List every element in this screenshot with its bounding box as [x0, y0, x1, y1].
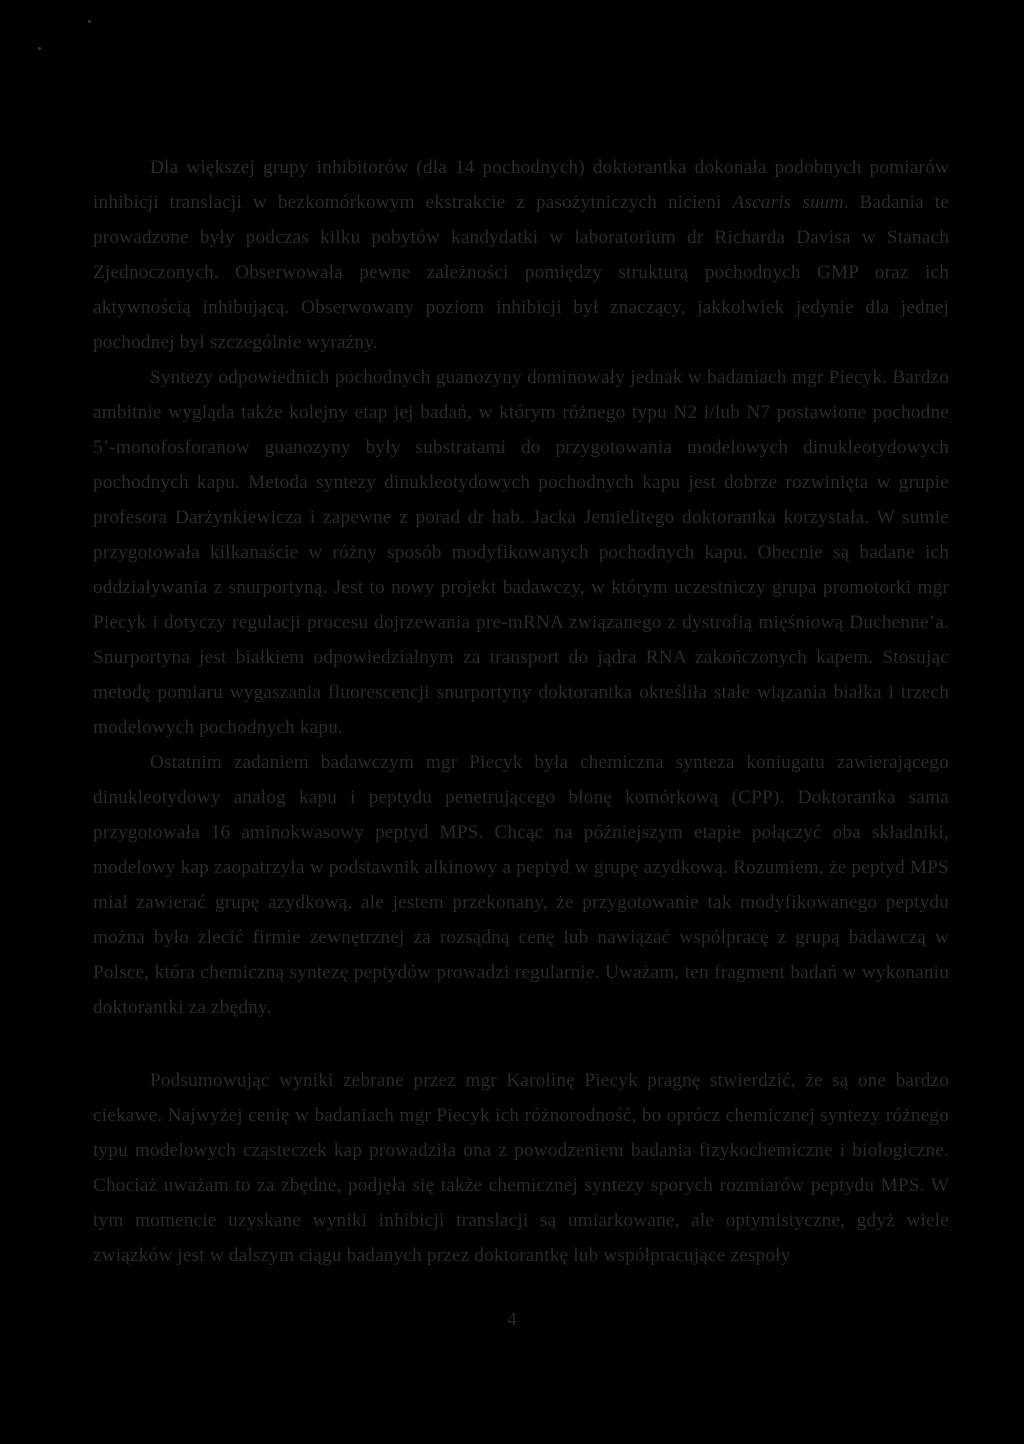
text-run: Syntezy odpowiednich pochodnych guanozyny dominowały jednak w badaniach mgr Piecyk. Bardzo ambitnie wygląda także kolejny etap jej badań, w którym różnego typu N2 i/lub N7 postawione pochodne 5’-monofosforanow guanozyny były substratami do przygotowania modelowych dinukleotydowych pochodnych kapu. Metoda syntezy dinukleotydowych pochodnych kapu jest dobrze rozwinięta w grupie profesora Darżynkiewicza i zapewne z porad dr hab. Jacka Jemielitego doktorantka korzystała. W sumie przygotowała kilkanaście w różny sposób modyfikowanych pochodnych kapu. Obecnie są badane ich oddziaływania z snurportyną. Jest to nowy projekt badawczy, w którym uczestniczy grupa promotorki mgr Piecyk i dotyczy regulacji procesu dojrzewania pre-mRNA związanego z dystrofią mięśniową Duchenne’a. Snurportyna jest białkiem odpowiedzialnym za transport do jądra RNA zakończonych kapem. Stosując metodę pomiaru wygaszania fluorescencji snurportyny doktorantka określiła stałe wiązania białka i trzech modelowych pochodnych kapu. — [93, 367, 949, 738]
paragraph-p2 — [93, 360, 949, 745]
paragraph-p1 — [93, 150, 949, 360]
paragraph-p4 — [93, 1063, 949, 1273]
paragraph-p3 — [93, 745, 949, 1025]
italic-text: Ascaris suum — [732, 192, 844, 213]
text-run: Dla większej grupy inhibitorów (dla 14 pochodnych) doktorantka dokonała podobnych pomiarów inhibicji translacji w bezkomórkowym ekstrakcie z pasożytniczych nicieni — [93, 157, 949, 213]
page-number: 4 — [507, 1309, 517, 1330]
scan-speck — [38, 47, 41, 50]
body-text-top — [93, 150, 949, 1025]
text-run: . Badania te prowadzone były podczas kilku pobytów kandydatki w laboratorium dr Richarda Davisa w Stanach Zjednoczonych. Obserwowała pewne zależności pomiędzy strukturą pochodnych GMP oraz ich aktywnością inhibującą. Obserwowany poziom inhibicji był znaczący, jakkolwiek jedynie dla jednej pochodnej był szczególnie wyraźny. — [93, 192, 949, 353]
scan-speck — [88, 20, 91, 23]
body-text-bottom — [93, 1063, 949, 1273]
text-run: Ostatnim zadaniem badawczym mgr Piecyk była chemiczna synteza koniugatu zawierającego dinukleotydowy analog kapu i peptydu penetrującego błonę komórkową (CPP). Doktorantka sama przygotowała 16 aminokwasowy peptyd MPS. Chcąc na późniejszym etapie połączyć oba składniki, modelowy kap zaopatrzyła w podstawnik alkinowy a peptyd w grupę azydkową. Rozumiem, że peptyd MPS miał zawierać grupę azydkową, ale jestem przekonany, że przygotowanie tak modyfikowanego peptydu można było zlecić firmie zewnętrznej za rozsądną cenę lub nawiązać współpracę z grupą badawczą w Polsce, która chemiczną syntezę peptydów prowadzi regularnie. Uważam, ten fragment badań w wykonaniu doktorantki za zbędny. — [93, 752, 949, 1018]
text-run: Podsumowując wyniki zebrane przez mgr Karolinę Piecyk pragnę stwierdzić, że są one bardzo ciekawe. Najwyżej cenię w badaniach mgr Piecyk ich różnorodność, bo oprócz chemicznej syntezy różnego typu modelowych cząsteczek kap prowadziła ona z powodzeniem badania fizykochemiczne i biologiczne. Chociaż uważam to za zbędne, podjęła się także chemicznej syntezy sporych rozmiarów peptydu MPS. W tym momencie uzyskane wyniki inhibicji translacji są umiarkowane, ale optymistyczne, gdyż wiele związków jest w dalszym ciągu badanych przez doktorantkę lub współpracujące zespoły — [93, 1070, 949, 1266]
